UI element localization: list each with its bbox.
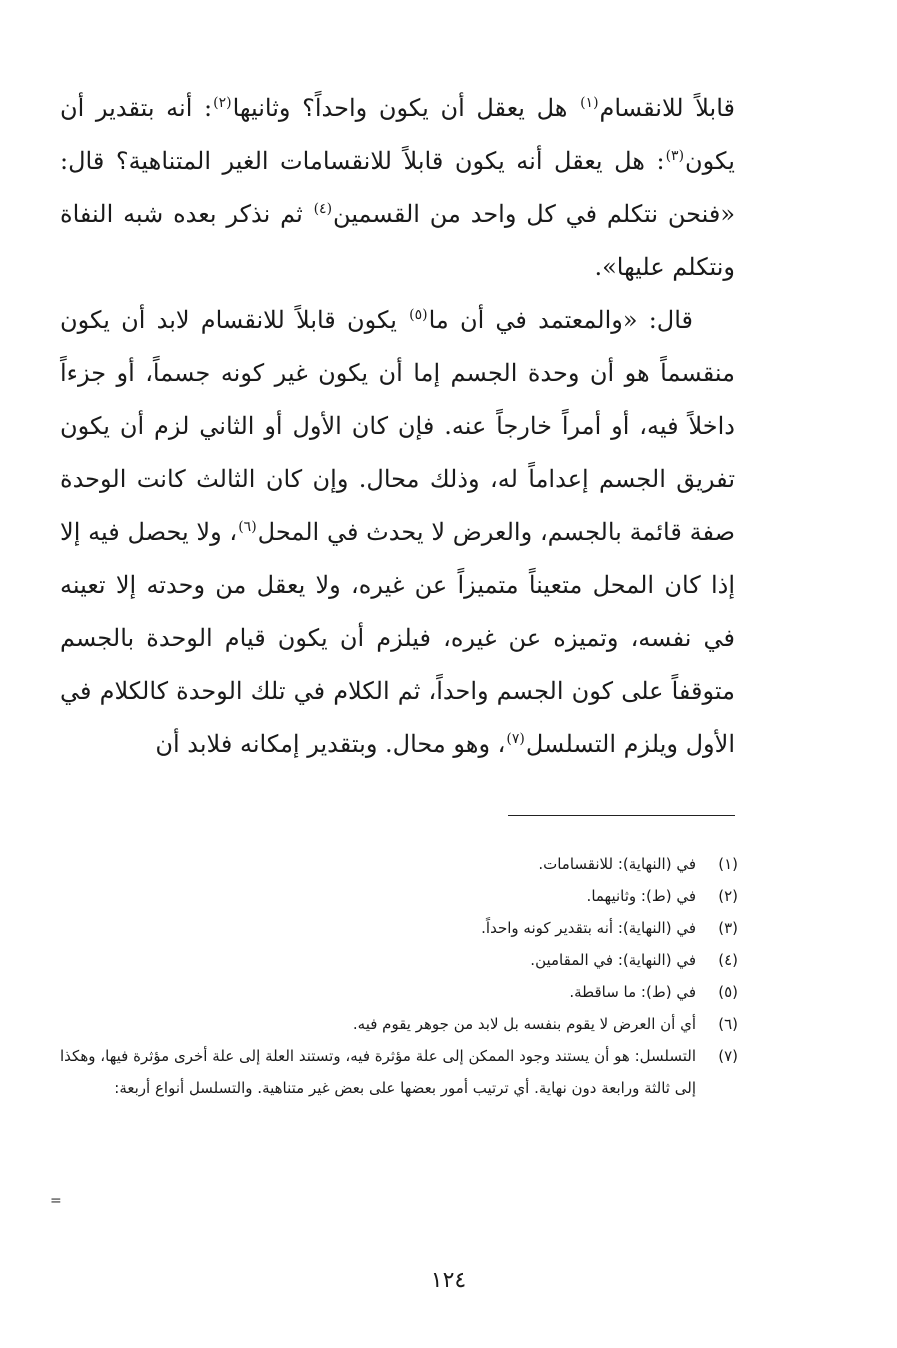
footnote-ref-2: (٢) [213, 95, 232, 111]
footnote-number: (١) [718, 855, 738, 873]
text-span: : أنه بتقدير أن يكون [60, 94, 735, 175]
footnote-ref-3: (٣) [665, 148, 685, 164]
footnote-text: في (النهاية): للانقسامات. [538, 855, 696, 873]
footnote-5 [60, 976, 738, 1008]
footnote-4 [60, 944, 738, 976]
text-span: يكون قابلاً للانقسام لابد أن يكون منقسماً هو أن وحدة الجسم إما أن يكون غير كونه جسماً، أو جزءاً داخلاً فيه، أو أمراً خارجاً عنه. فإن كان الأول أو الثاني لزم أن يكون تفريق الجسم إعداماً له، وذلك محال. وإن كان الثالث كانت الوحدة صفة قائمة بالجسم، والعرض لا يحدث في المحل [60, 306, 735, 546]
footnote-ref-7: (٧) [506, 731, 525, 747]
footnote-text: في (ط): ما ساقطة. [569, 983, 696, 1001]
footnote-text: في (ط): وثانيهما. [586, 887, 696, 905]
footnote-number: (٦) [718, 1015, 738, 1033]
footnote-text: في (النهاية): في المقامين. [530, 951, 696, 969]
text-span: ثم نذكر بعده شبه النفاة ونتكلم عليها». [60, 200, 735, 281]
text-span: قابلاً للانقسام [599, 94, 736, 122]
footnote-divider [508, 815, 735, 816]
footnote-text: في (النهاية): أنه بتقدير كونه واحداً. [481, 919, 696, 937]
footnote-number: (٥) [718, 983, 738, 1001]
paragraph-2 [60, 294, 735, 771]
page-number: ١٢٤ [430, 1268, 467, 1293]
footnote-6 [60, 1008, 738, 1040]
footnote-1 [60, 848, 738, 880]
text-span: : هل يعقل أنه يكون قابلاً للانقسامات الغير المتناهية؟ قال: «فنحن نتكلم في كل واحد من القسمين [60, 147, 736, 228]
footnote-number: (٧) [718, 1047, 738, 1065]
continuation-mark: = [50, 1193, 62, 1209]
footnote-3 [60, 912, 738, 944]
paragraph-1 [60, 82, 735, 294]
text-span: ، ولا يحصل فيه إلا إذا كان المحل متعيناً متميزاً عن غيره، ولا يعقل من وحدته إلا تعينه في نفسه، وتميزه عن غيره، فيلزم أن يكون قيام الوحدة بالجسم متوقفاً على كون الجسم واحداً، ثم الكلام في تلك الوحدة كالكلام في الأول ويلزم التسلسل [60, 518, 735, 758]
footnotes [60, 848, 738, 1104]
footnote-ref-6: (٦) [238, 519, 257, 535]
text-span: قال: «والمعتمد في أن ما [428, 306, 694, 334]
text-span: هل يعقل أن يكون واحداً؟ وثانيها [232, 94, 580, 122]
text-span: ، وهو محال. وبتقدير إمكانه فلابد أن [155, 730, 506, 758]
footnote-ref-4: (٤) [313, 201, 333, 217]
footnote-number: (٢) [718, 887, 738, 905]
footnote-number: (٤) [718, 951, 738, 969]
footnote-ref-5: (٥) [409, 307, 428, 323]
footnote-ref-1: (١) [580, 95, 599, 111]
footnote-text: أي أن العرض لا يقوم بنفسه بل لابد من جوهر يقوم فيه. [352, 1015, 696, 1033]
footnote-2 [60, 880, 738, 912]
footnote-7 [60, 1040, 738, 1104]
main-text [60, 82, 735, 771]
footnote-text: التسلسل: هو أن يستند وجود الممكن إلى علة مؤثرة فيه، وتستند العلة إلى علة أخرى مؤثرة فيها، وهكذا إلى ثالثة ورابعة دون نهاية. أي ترتيب أمور بعضها على بعض غير متناهية. والتسلسل أنواع أربعة: [60, 1047, 696, 1097]
footnote-number: (٣) [718, 919, 738, 937]
